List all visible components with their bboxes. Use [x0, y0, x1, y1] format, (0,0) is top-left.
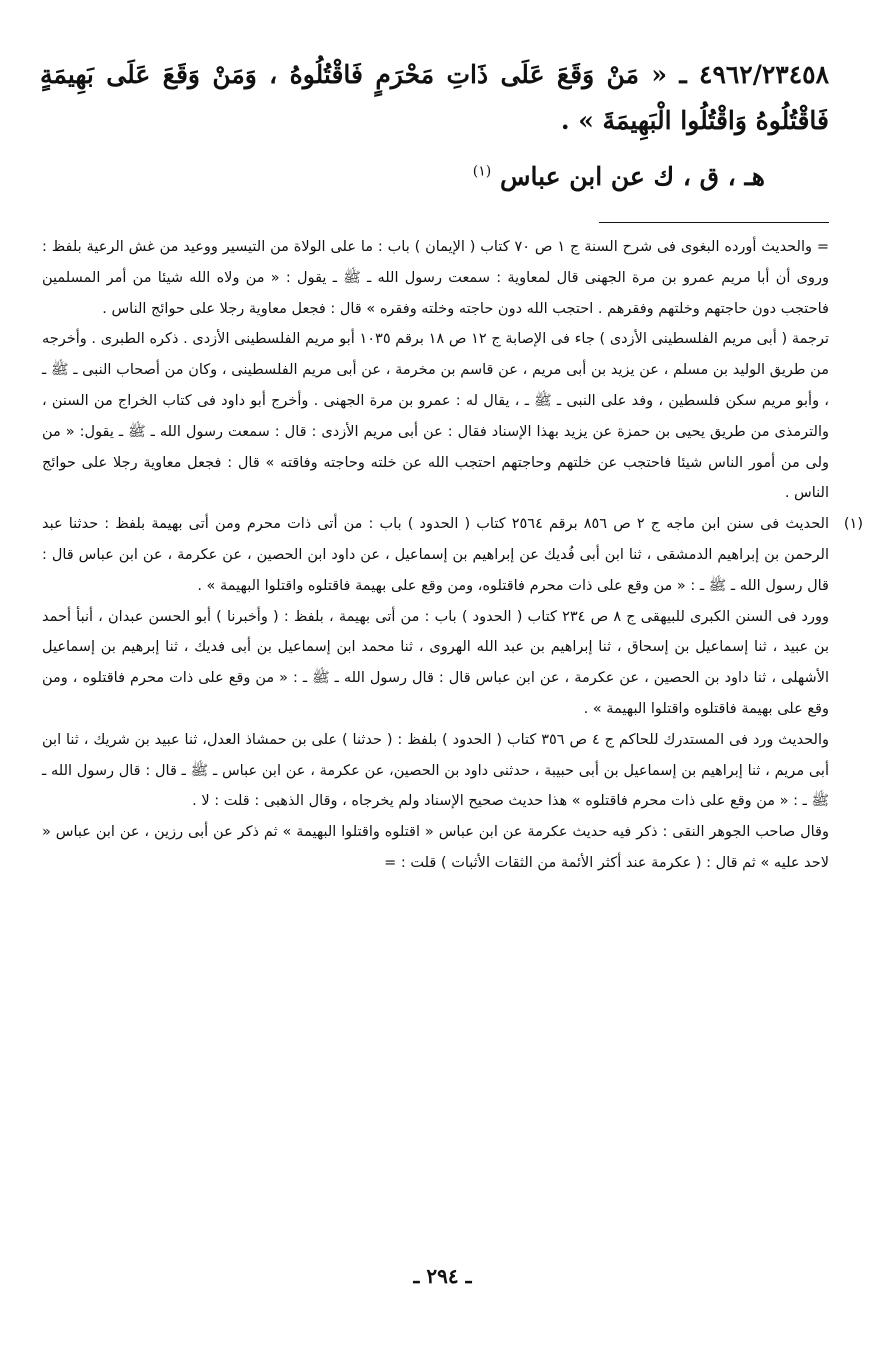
footnote-1-text: الحديث فى سنن ابن ماجه ج ٢ ص ٨٥٦ برقم ٢٥٦٤ كتاب ( الحدود ) باب : من أتى ذات محرم ومن أتى بهيمة بلفظ : حدثنا عبد الرحمن بن إبراهيم الدمشقى ، ثنا ابن أبى فُديك عن إبراهيم بن إسماعيل ، عن داود ابن الحصين ، عن عكرمة ، عن ابن عباس قال : قال رسول الله ـ ﷺ ـ : « من وقع على ذات محرم فاقتلوه، ومن وقع على بهيمة فاقتلوه واقتلوا البهيمة » . — [42, 516, 830, 594]
note-paragraph: وورد فى السنن الكبرى للبيهقى ج ٨ ص ٢٣٤ كتاب ( الحدود ) باب : من أتى بهيمة ، بلفظ : ( وأخبرنا ) أبو الحسن عبدان ، أنبأ أحمد بن عبيد ، ثنا إسماعيل بن إسحاق ، ثنا إبراهيم بن عبد الله الهروى ، ثنا محمد ابن إسماعيل بن أبى فديك ، ثنا إبرهيم بن إسماعيل الأشهلى ، ثنا داود بن الحصين ، عن عكرمة ، عن ابن عباس قال : قال رسول الله ـ ﷺ ـ : « من وقع على ذات محرم فاقتلوه ، ومن وقع على بهيمة فاقتلوه واقتلوا البهيمة » . — [42, 608, 830, 717]
hadith-source — [473, 162, 765, 191]
source-text: هـ ، ق ، ك عن ابن عباس — [499, 162, 765, 191]
footnote-reference: (١) — [472, 163, 492, 180]
hadith-text: ٤٩٦٢/٢٣٤٥٨ ـ « مَنْ وَقَعَ عَلَى ذَاتِ مَحْرَمٍ فَاقْتُلُوهُ ، وَمَنْ وَقَعَ عَلَى بَهِيمَةٍ فَاقْتُلُوهُ وَاقْتُلُوا الْبَهِيمَةَ » . — [40, 60, 829, 135]
note-paragraph: ترجمة ( أبى مريم الفلسطينى الأزدى ) جاء فى الإصابة ج ١٢ ص ١٨ برقم ١٠٣٥ أبو مريم الفلسطينى الأزدى . ذكره الطبرى . وأخرجه من طريق الوليد بن مسلم ، عن يزيد بن أبى مريم ، عن قاسم بن مخرمة ، عن أبى مريم الفلسطينى ، وكان من أصحاب النبى ـ ﷺ ـ ، وأبو مريم سكن فلسطين ، وفد على النبى ـ ﷺ ـ ، يقال له : عمرو بن مرة الجهنى . وأخرج أبو داود فى كتاب الخراج من السنن ، والترمذى من طريق يحيى بن حمزة عن يزيد بهذا الإسناد فقال : عن أبى مريم الأزدى : قال : سمعت رسول الله ـ ﷺ ـ يقول: « من ولى من أمور الناس شيئا فاحتجب عن خلتهم وحاجتهم احتجب الله عن خلته وحاجته وفاقته » قال : فجعل معاوية رجلا على حوائج الناس . — [42, 331, 830, 502]
note-paragraph: = والحديث أورده البغوى فى شرح السنة ج ١ ص ٧٠ كتاب ( الإيمان ) باب : ما على الولاة من التيسير ووعيد من غش الرعية بلفظ : وروى أن أبا مريم عمرو بن مرة الجهنى قال لمعاوية : سمعت رسول الله ـ ﷺ ـ يقول : « من ولاه الله شيئا من أمر المسلمين فاحتجب دون حاجتهم وخلتهم وفقرهم . احتجب الله دون حاجته وخلته وفقره » قال : فجعل معاوية رجلا على حوائج الناس . — [42, 239, 829, 317]
note-paragraph: والحديث ورد فى المستدرك للحاكم ج ٤ ص ٣٥٦ كتاب ( الحدود ) بلفظ : ( حدثنا ) على بن حمشاذ العدل، ثنا عبيد بن شريك ، ثنا ابن أبى مريم ، ثنا إبراهيم بن إسماعيل بن أبى حبيبة ، حدثنى داود بن الحصين، عن عكرمة ، عن ابن عباس ـ ﷺ ـ قال : قال رسول الله ـ ﷺ ـ : « من وقع على ذات محرم فاقتلوه » هذا حديث صحيح الإسناد ولم يخرجاه ، وقال الذهبى : قلت : لا . — [42, 731, 830, 810]
page-number: ـ ٢٩٤ ـ — [413, 1264, 472, 1288]
footnotes — [42, 232, 863, 879]
footnote-divider — [599, 222, 829, 223]
note-paragraph: وقال صاحب الجوهر النقى : ذكر فيه حديث عكرمة عن ابن عباس « اقتلوه واقتلوا البهيمة » ثم ذكر عن أبى رزين ، عن ابن عباس « لاحد عليه » ثم قال : ( عكرمة عند أكثر الأئمة من الثقات الأثبات ) قلت : = — [42, 824, 829, 871]
footnote-1-paragraph — [42, 509, 863, 601]
footnote-1-mark: (١) — [843, 516, 863, 533]
